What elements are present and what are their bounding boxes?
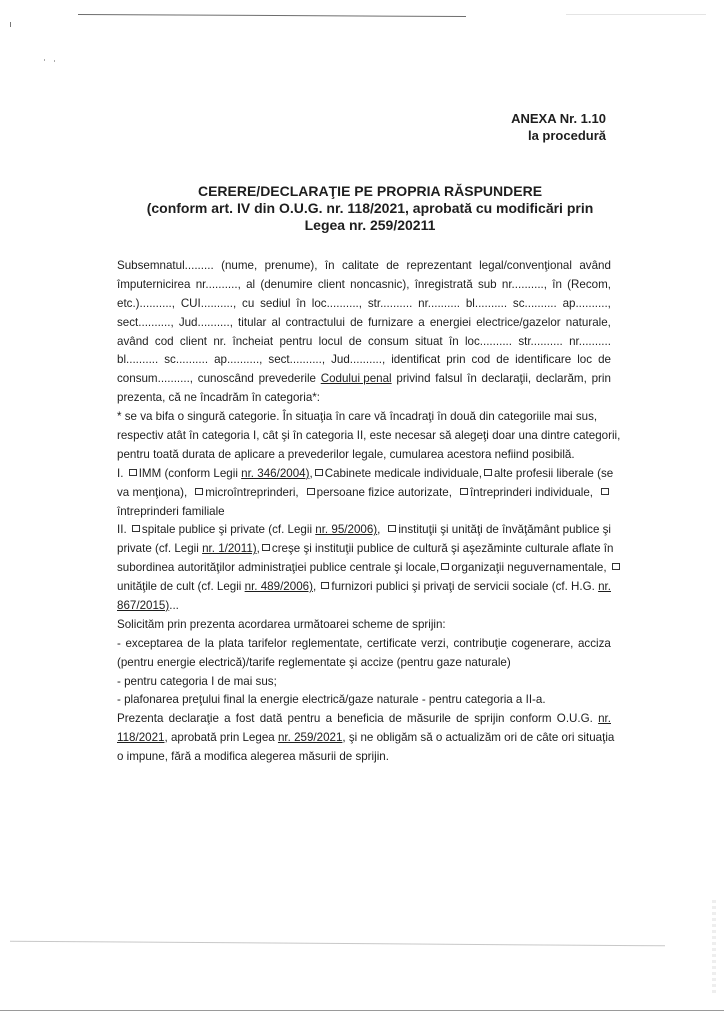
word: cu xyxy=(242,296,255,310)
word: nr.........., xyxy=(195,277,241,291)
word: pentru toată durata de aplicare a prevederilor legale, cumularea acestora nefiind posibilă. xyxy=(117,447,575,461)
law-link-1-2011[interactable]: nr. 1/2011) xyxy=(202,542,257,556)
word: declaraţie xyxy=(168,712,219,726)
scan-border-line-top-faint xyxy=(566,14,706,15)
title-line-1: CERERE/DECLARAŢIE PE PROPRIA RĂSPUNDERE xyxy=(197,183,543,199)
checkbox-pfa[interactable] xyxy=(307,488,315,495)
law-link-489-2006[interactable]: nr. 489/2006) xyxy=(244,580,313,594)
word: având xyxy=(117,334,149,348)
checkbox-microintreprinderi[interactable] xyxy=(195,488,203,495)
document-title xyxy=(100,183,640,234)
word: înregistrată xyxy=(414,277,473,291)
declaration-line xyxy=(117,333,611,352)
word: măsurile xyxy=(407,712,451,726)
word: O.U.G. xyxy=(556,712,593,726)
word: prin xyxy=(591,372,611,386)
checkbox-imm[interactable] xyxy=(129,469,137,476)
word: identificat xyxy=(391,353,441,367)
word: sub xyxy=(477,277,497,291)
word: - xyxy=(117,636,121,650)
declaration-line xyxy=(117,427,621,446)
request-item-2: - plafonarea preţului final la energie electrică/gaze naturale - pentru categoria a II-a. xyxy=(117,693,546,707)
word: a xyxy=(418,315,425,329)
word: având xyxy=(579,259,611,272)
word: acciza xyxy=(577,636,611,650)
word: (nume, xyxy=(221,259,258,272)
scan-speck xyxy=(54,60,55,62)
word: prin xyxy=(446,353,466,367)
word: nr.........., xyxy=(501,277,547,291)
word: în xyxy=(467,372,477,386)
law-link-259-2021[interactable]: nr. 259/2021 xyxy=(277,731,343,745)
word: de xyxy=(187,636,201,650)
request-item-1-line-2: (pentru energie electrică)/tarife reglementate şi accize (pentru gaze naturale) xyxy=(117,655,511,669)
annex-number: ANEXA Nr. 1.10 xyxy=(511,111,606,126)
word: cunoscând xyxy=(197,372,254,386)
checkbox-ong[interactable] xyxy=(441,563,449,570)
word: Prezenta xyxy=(117,712,164,726)
penal-code-link[interactable]: Codului penal xyxy=(320,372,392,386)
word: de xyxy=(386,259,400,272)
word: bl.......... xyxy=(117,353,159,367)
word: locul xyxy=(318,334,343,348)
word: declarăm, xyxy=(535,372,587,386)
word: contribuţie xyxy=(453,636,507,650)
word: (Recom, xyxy=(567,277,611,291)
category-2-line-3: subordinea autorităţilor administraţiei publice centrale şi locale, organizaţii neguvernamentale, xyxy=(117,559,611,578)
word: (denumire xyxy=(260,277,313,291)
checkbox-crese-cultura[interactable] xyxy=(262,544,270,551)
checkbox-profesii-liberale[interactable] xyxy=(484,469,492,476)
word: în xyxy=(448,334,459,348)
law-link-95-2006[interactable]: nr. 95/2006) xyxy=(315,523,378,537)
word: loc.........., xyxy=(311,296,363,310)
declaration-line xyxy=(117,351,611,370)
checkbox-spitale[interactable] xyxy=(132,525,140,532)
word: pentru xyxy=(287,712,321,726)
word: cod xyxy=(154,334,174,348)
checkbox-intreprinderi-familiale[interactable] xyxy=(601,488,609,495)
scan-edge-noise xyxy=(712,900,716,995)
word: de xyxy=(388,712,402,726)
word: verzi, xyxy=(421,636,449,650)
word: situat xyxy=(414,334,443,348)
request-item-1-line-3: - pentru categoria I de mai sus; xyxy=(117,674,277,688)
law-link-oug-118-2021-nr[interactable]: nr. xyxy=(598,712,611,726)
word: ap.........., xyxy=(562,296,611,310)
word: încheiat xyxy=(232,334,274,348)
word: declaraţii, xyxy=(481,372,532,386)
word: al xyxy=(246,277,256,291)
word: ap.........., xyxy=(214,353,263,367)
word: Subsemnatul......... xyxy=(117,259,214,272)
word: Jud.........., xyxy=(178,315,233,329)
word: în xyxy=(296,296,306,310)
word: cod xyxy=(471,353,491,367)
word: legal/convenţional xyxy=(479,259,572,272)
word: * se va bifa o singură categorie. În situaţia în care vă încadraţi în două din categoriile mai sus, xyxy=(117,410,598,424)
word: nr. xyxy=(213,334,227,348)
word: Jud.........., xyxy=(331,353,386,367)
word: al xyxy=(271,315,281,329)
category-2-line-5: 867/2015) ... xyxy=(117,597,611,616)
scan-border-line-bottom xyxy=(0,1010,724,1011)
word: identificare xyxy=(515,353,572,367)
category-2-line-2: private (cf. Legii nr. 1/2011), creşe şi instituţii publice de cultură şi aşezăminte culturale aflate în xyxy=(117,542,614,556)
checkbox-intreprinderi-individuale[interactable] xyxy=(460,488,468,495)
word: de xyxy=(598,353,611,367)
word: sediul xyxy=(260,296,291,310)
scan-speck xyxy=(10,22,11,27)
word: plata xyxy=(218,636,244,650)
word: str.......... xyxy=(367,296,413,310)
category-2-line-4: unităţile de cult (cf. Legii nr. 489/2006), furnizori publici şi privaţi de servicii sociale (cf. H.G. nr. xyxy=(117,580,611,594)
checkbox-institutii-invatamant[interactable] xyxy=(388,525,396,532)
declaration-line xyxy=(117,295,611,314)
declaration-line xyxy=(117,446,611,465)
word: sect.........., xyxy=(117,315,174,329)
scan-speck xyxy=(44,59,45,61)
word: contractului xyxy=(285,315,345,329)
word: bl.......... xyxy=(465,296,508,310)
word: beneficia xyxy=(337,712,384,726)
law-link-oug-118-2021[interactable]: 118/2021 xyxy=(117,731,165,745)
declaration-line xyxy=(117,370,611,389)
law-link-hg-867-2015-cont[interactable]: 867/2015) xyxy=(117,599,170,613)
request-intro: Solicităm prin prezenta acordarea următoarei scheme de sprijin: xyxy=(117,617,446,631)
law-link-346-2004[interactable]: nr. 346/2004) xyxy=(241,466,310,480)
word: client xyxy=(317,277,345,291)
word: naturale, xyxy=(565,315,611,329)
word: reprezentant xyxy=(406,259,472,272)
word: prezenta, că ne încadrăm în categoria*: xyxy=(117,391,321,405)
declaration-line xyxy=(117,257,611,276)
word: de xyxy=(496,353,510,367)
checkbox-furnizori-servicii-sociale[interactable] xyxy=(321,582,329,589)
word: noncasnic), xyxy=(350,277,410,291)
law-link-hg-867-2015[interactable]: nr. xyxy=(598,580,611,594)
word: împuternicirea xyxy=(117,277,191,291)
closing-line-1 xyxy=(117,710,611,729)
scan-border-line-mid xyxy=(10,941,665,947)
word: în xyxy=(324,259,335,272)
word: conform xyxy=(509,712,552,726)
word: în xyxy=(552,277,562,291)
document-body xyxy=(117,257,621,767)
checkbox-cabinete-medicale[interactable] xyxy=(315,469,323,476)
declaration-paragraph xyxy=(117,257,621,465)
word: etc.).........., xyxy=(117,296,175,310)
scan-border-line-top xyxy=(78,14,466,17)
word: dată xyxy=(259,712,283,726)
request-item-1-line-1 xyxy=(117,635,611,654)
category-1-line-3: întreprinderi familiale xyxy=(117,504,225,518)
word: calitate xyxy=(342,259,379,272)
word: reglementate, xyxy=(291,636,363,650)
word: energiei xyxy=(429,315,472,329)
title-line-3: Legea nr. 259/20211 xyxy=(304,217,436,233)
word: la xyxy=(204,636,214,650)
word: cogenerare, xyxy=(511,636,574,650)
word: consum.........., xyxy=(117,372,194,386)
word: nr.......... xyxy=(418,296,461,310)
word: privind xyxy=(396,372,431,386)
word: client xyxy=(179,334,207,348)
word: certificate xyxy=(366,636,417,650)
word: tarifelor xyxy=(248,636,287,650)
word: sprijin xyxy=(474,712,505,726)
declaration-line xyxy=(117,408,611,427)
word: sect.........., xyxy=(268,353,326,367)
word: prevederile xyxy=(258,372,316,386)
word: furnizare xyxy=(368,315,414,329)
word: de xyxy=(348,334,362,348)
declaration-line xyxy=(117,276,611,295)
word: exceptarea xyxy=(125,636,183,650)
declaration-line xyxy=(117,389,611,408)
word: loc xyxy=(577,353,593,367)
word: sc.......... xyxy=(512,296,557,310)
word: str.......... xyxy=(518,334,563,348)
word: falsul xyxy=(435,372,463,386)
category-1-line-2: va menţiona), microîntreprinderi, persoane fizice autorizate, întreprinderi individuale, xyxy=(117,484,611,503)
word: consum xyxy=(368,334,409,348)
checkbox-unitati-cult[interactable] xyxy=(612,563,620,570)
word: a xyxy=(224,712,231,726)
word: CUI.........., xyxy=(180,296,237,310)
word: a xyxy=(325,712,333,726)
word: respectiv atât în categoria I, cât şi în categoria II, este necesar să alegeţi doar una dintre categorii, xyxy=(117,429,621,443)
word: pentru xyxy=(279,334,313,348)
declaration-line xyxy=(117,314,611,333)
closing-line-2: 118/2021 , aprobată prin Legea nr. 259/2021 , şi ne obligăm să o actualizăm ori de câte ori situaţia xyxy=(117,729,611,748)
word: nr.......... xyxy=(569,334,611,348)
word: titular xyxy=(238,315,267,329)
closing-line-3: o impune, fără a modifica alegerea măsurii de sprijin. xyxy=(117,750,389,764)
word: fost xyxy=(235,712,255,726)
word: electrice/gazelor xyxy=(476,315,561,329)
title-line-2: (conform art. IV din O.U.G. nr. 118/2021, aprobată cu modificări prin xyxy=(146,200,594,216)
word: sc.......... xyxy=(164,353,209,367)
word: de xyxy=(350,315,363,329)
word: de xyxy=(456,712,469,726)
category-1-line-1: I. IMM (conform Legii nr. 346/2004), Cabinete medicale individuale, alte profesii liberale (se xyxy=(117,466,614,480)
word: loc.......... xyxy=(464,334,512,348)
annex-reference: la procedură xyxy=(527,128,606,143)
word: prenume), xyxy=(264,259,318,272)
category-2-line-1: II. spitale publice şi private (cf. Legii nr. 95/2006), instituţii şi unităţi de învăţământ publice şi xyxy=(117,523,611,537)
